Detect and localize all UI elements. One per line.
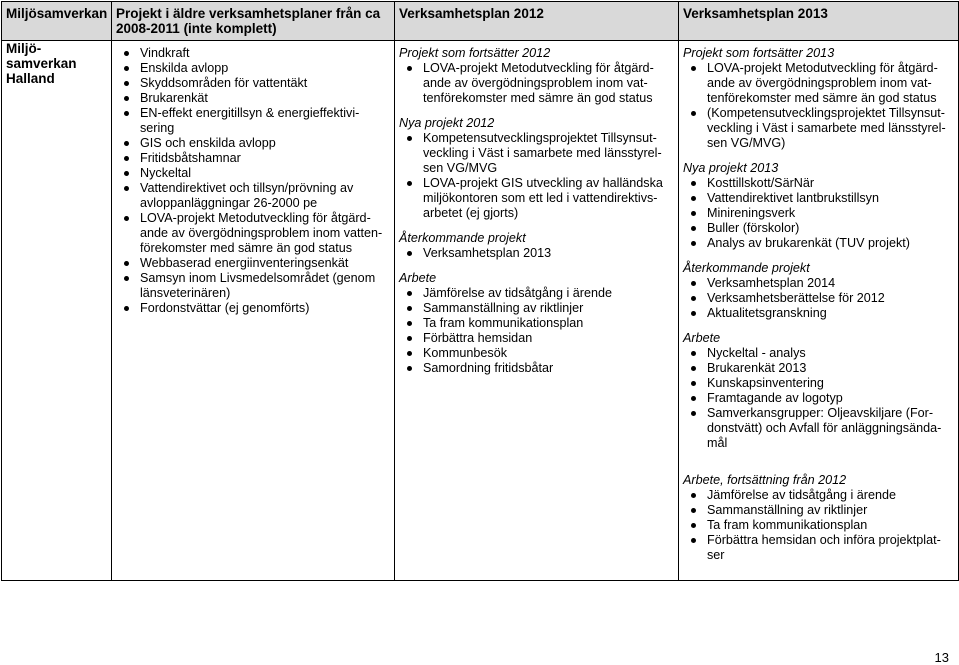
list-item: Samverkansgrupper: Oljeavskiljare (For-donstvätt) och Avfall för anläggningsända-mål [683,406,954,451]
list-item: Jämförelse av tidsåtgång i ärende [683,488,954,503]
list-item: Aktualitetsgranskning [683,306,954,321]
list-item: Fordonstvättar (ej genomförts) [116,301,390,316]
list-item: Kosttillskott/SärNär [683,176,954,191]
list-item: EN-effekt energitillsyn & energieffektivi-sering [116,106,390,136]
page-number: 13 [934,650,949,665]
list-item: Buller (förskolor) [683,221,954,236]
section-heading: Arbete [683,331,721,345]
section-heading: Arbete, fortsättning från 2012 [683,473,847,487]
list-item: LOVA-projekt Metodutveckling för åtgärd-ande av övergödningsproblem inom vat-tenförekomster med sämre än god status [399,61,674,106]
section-list [399,286,674,376]
list-item: Verksamhetsberättelse för 2012 [683,291,954,306]
header-miljosamverkan: Miljösamverkan [2,2,112,41]
list-item: GIS och enskilda avlopp [116,136,390,151]
body-row [2,41,959,581]
list-item: Fritidsbåtshamnar [116,151,390,166]
section-heading: Projekt som fortsätter 2012 [399,46,551,60]
list-item: (Kompetensutvecklingsprojektet Tillsynsut-veckling i Väst i samarbete med länsstyrel-sen VG/MVG) [683,106,954,151]
section-list [399,246,674,261]
list-item: Ta fram kommunikationsplan [399,316,674,331]
region-cell: Miljö-samverkan Halland [2,41,112,581]
list-item: Vindkraft [116,46,390,61]
list-item: Förbättra hemsidan [399,331,674,346]
section-heading: Återkommande projekt [683,261,810,275]
list-item: Vattendirektivet lantbrukstillsyn [683,191,954,206]
list-item: Förbättra hemsidan och införa projektplat-ser [683,533,954,563]
list-item: Ta fram kommunikationsplan [683,518,954,533]
list-item: Jämförelse av tidsåtgång i ärende [399,286,674,301]
plan-table [1,1,959,581]
section-list [399,61,674,106]
list-item: Analys av brukarenkät (TUV projekt) [683,236,954,251]
section-heading: Arbete [399,271,437,285]
section-heading: Nya projekt 2012 [399,116,495,130]
list-item: Brukarenkät [116,91,390,106]
list-item: Samsyn inom Livsmedelsområdet (genom länsveterinären) [116,271,390,301]
plan-2013-cell [679,41,959,581]
older-projects-cell [112,41,395,581]
list-item: Verksamhetsplan 2014 [683,276,954,291]
list-item: Brukarenkät 2013 [683,361,954,376]
section-list [683,488,954,563]
header-plan-2012: Verksamhetsplan 2012 [395,2,679,41]
list-item: Samordning fritidsbåtar [399,361,674,376]
section-list [683,176,954,251]
header-older-projects: Projekt i äldre verksamhetsplaner från ca 2008-2011 (inte komplett) [112,2,395,41]
list-item: LOVA-projekt GIS utveckling av halländska miljökontoren som ett led i vattendirektivs-arbetet (ej gjorts) [399,176,674,221]
list-item: Skyddsområden för vattentäkt [116,76,390,91]
section-list [399,131,674,221]
older-projects-list [116,46,390,316]
header-row [2,2,959,41]
list-item: LOVA-projekt Metodutveckling för åtgärd-ande av övergödningsproblem inom vatten-förekomster med sämre än god status [116,211,390,256]
list-item: Kommunbesök [399,346,674,361]
list-item: Sammanställning av riktlinjer [683,503,954,518]
section-list [683,61,954,151]
list-item: Kompetensutvecklingsprojektet Tillsynsut-veckling i Väst i samarbete med länsstyrel-sen VG/MVG [399,131,674,176]
section-heading: Nya projekt 2013 [683,161,779,175]
list-item: Enskilda avlopp [116,61,390,76]
header-plan-2013: Verksamhetsplan 2013 [679,2,959,41]
list-item: Verksamhetsplan 2013 [399,246,674,261]
list-item: Webbaserad energiinventeringsenkät [116,256,390,271]
list-item: Nyckeltal - analys [683,346,954,361]
section-list [683,346,954,451]
list-item: LOVA-projekt Metodutveckling för åtgärd-ande av övergödningsproblem inom vat-tenförekomster med sämre än god status [683,61,954,106]
list-item: Minireningsverk [683,206,954,221]
list-item: Nyckeltal [116,166,390,181]
plan-2012-cell [395,41,679,581]
list-item: Framtagande av logotyp [683,391,954,406]
section-list [683,276,954,321]
list-item: Kunskapsinventering [683,376,954,391]
list-item: Sammanställning av riktlinjer [399,301,674,316]
list-item: Vattendirektivet och tillsyn/prövning av avloppanläggningar 26-2000 pe [116,181,390,211]
section-heading: Projekt som fortsätter 2013 [683,46,835,60]
section-heading: Återkommande projekt [399,231,526,245]
